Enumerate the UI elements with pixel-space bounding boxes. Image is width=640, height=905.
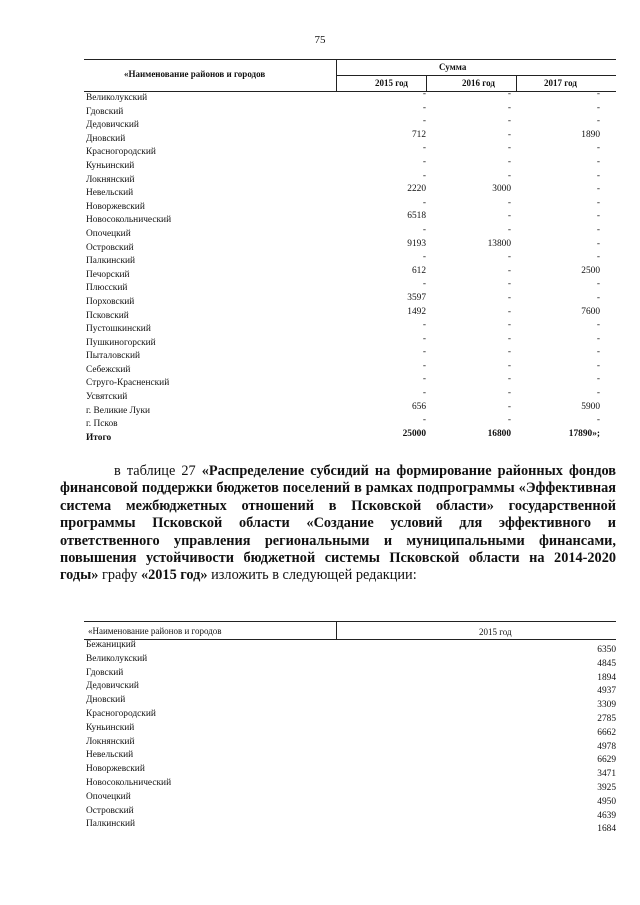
- table-row: [84, 320, 616, 337]
- table-row: [84, 347, 616, 364]
- table-row: [84, 415, 616, 432]
- table-row: [84, 764, 616, 778]
- table-row: [84, 374, 616, 391]
- district-name: Гдовский: [86, 667, 124, 678]
- table-row: [84, 654, 616, 668]
- district-name: Локнянский: [86, 736, 135, 747]
- table-row: [84, 806, 616, 820]
- value-2017: -: [596, 211, 600, 222]
- district-name: г. Великие Луки: [86, 405, 151, 416]
- subsidy-table-2: [84, 621, 616, 833]
- district-name: Пушкиногорский: [86, 337, 156, 348]
- value-2017: -: [596, 238, 600, 249]
- value-2016: -: [507, 279, 511, 290]
- table1-year-2016-header: 2016 год: [462, 78, 495, 88]
- value-2016: -: [507, 401, 511, 412]
- table-row: [84, 211, 616, 228]
- table-row: [84, 778, 616, 792]
- district-name: Плюсский: [86, 283, 128, 294]
- paragraph-middle: графу: [98, 567, 141, 584]
- table-row: [84, 224, 616, 242]
- district-name: Красногородский: [86, 147, 156, 158]
- subsidy-table-1: [84, 59, 616, 445]
- value-2016: -: [507, 252, 511, 263]
- table-row: [84, 89, 616, 106]
- value-2016: -: [507, 129, 511, 140]
- table1-year-2017-header: 2017 год: [544, 78, 577, 88]
- value-2017: -: [596, 252, 600, 263]
- table1-sum-header: Сумма: [439, 62, 467, 72]
- total-2016: 16800: [487, 428, 511, 439]
- district-name: Новосокольнический: [86, 777, 172, 788]
- value-2016: -: [507, 102, 511, 113]
- value-2015: -: [422, 360, 426, 371]
- value-2017: -: [596, 116, 600, 127]
- table2-header: [84, 621, 616, 640]
- value-2015: -: [422, 279, 426, 290]
- value-2017: -: [596, 415, 600, 426]
- value-2015: 1684: [597, 824, 616, 835]
- value-2017: -: [596, 224, 600, 235]
- value-2016: -: [507, 292, 511, 303]
- district-name: Красногородский: [86, 708, 156, 719]
- value-2017: -: [596, 388, 600, 399]
- district-name: Куньинский: [86, 722, 135, 733]
- value-2015: -: [422, 224, 426, 235]
- value-2015: 9193: [407, 238, 426, 249]
- value-2015: -: [422, 143, 426, 154]
- value-2015: 2220: [407, 184, 426, 195]
- district-name: Опочецкий: [86, 791, 131, 802]
- value-2017: -: [596, 156, 600, 167]
- value-2015: 3309: [597, 700, 616, 711]
- table-row: [84, 170, 616, 188]
- value-2016: -: [507, 347, 511, 358]
- value-2015: 656: [411, 401, 426, 412]
- value-2015: -: [422, 156, 426, 167]
- table-row: [84, 197, 616, 215]
- value-2016: -: [507, 170, 511, 181]
- table-row: [84, 129, 616, 147]
- table-row: [84, 360, 616, 378]
- value-2016: -: [507, 116, 511, 127]
- district-name: Пыталовский: [86, 351, 141, 362]
- district-name: г. Псков: [86, 419, 118, 430]
- value-2015: -: [422, 170, 426, 181]
- district-name: Пустошкинский: [86, 324, 151, 335]
- paragraph-tail: изложить в следующей редакции:: [207, 567, 417, 584]
- district-name: Печорский: [86, 269, 130, 280]
- page-number: 75: [314, 34, 326, 46]
- amendment-paragraph: [60, 463, 616, 585]
- value-2015: -: [422, 374, 426, 385]
- value-2016: 13800: [487, 238, 511, 249]
- value-2015: -: [422, 102, 426, 113]
- district-name: Островский: [86, 242, 134, 253]
- table1-body: [84, 89, 616, 445]
- district-name: Гдовский: [86, 106, 124, 117]
- value-2015: 4845: [597, 658, 616, 669]
- table1-header: [84, 59, 616, 92]
- table-row: [84, 723, 616, 737]
- district-name: Струго-Красненский: [86, 378, 170, 389]
- table-row: [84, 102, 616, 120]
- table-row: [84, 388, 616, 405]
- table-row: [84, 143, 616, 160]
- value-2016: -: [507, 388, 511, 399]
- district-name: Палкинский: [86, 256, 136, 267]
- total-row: [84, 428, 616, 446]
- value-2015: -: [422, 197, 426, 208]
- table-row: [84, 819, 616, 833]
- table-row: [84, 184, 616, 201]
- value-2015: 3925: [597, 782, 616, 793]
- district-name: Новоржевский: [86, 201, 145, 212]
- value-2015: 4937: [597, 686, 616, 697]
- table-row: [84, 709, 616, 723]
- value-2015: 6350: [597, 645, 616, 655]
- value-2016: -: [507, 333, 511, 344]
- table-row: [84, 292, 616, 310]
- table-row: [84, 116, 616, 133]
- table-row: [84, 737, 616, 751]
- table-row: [84, 401, 616, 419]
- value-2017: -: [596, 374, 600, 385]
- value-2017: -: [596, 320, 600, 331]
- total-2017: 17890»;: [568, 428, 600, 439]
- district-name: Дедовичский: [86, 120, 139, 131]
- table-row: [84, 640, 616, 654]
- value-2017: -: [596, 347, 600, 358]
- value-2017: 1890: [581, 129, 600, 140]
- table-row: [84, 681, 616, 695]
- value-2017: -: [596, 279, 600, 290]
- value-2016: -: [507, 374, 511, 385]
- district-name: Невельский: [86, 750, 134, 761]
- value-2016: 3000: [492, 184, 511, 195]
- district-name: Невельский: [86, 188, 134, 199]
- district-name: Дновский: [86, 695, 126, 706]
- value-2016: -: [507, 265, 511, 276]
- district-name: Дедовичский: [86, 681, 139, 692]
- value-2016: -: [507, 143, 511, 154]
- value-2016: -: [507, 360, 511, 371]
- table2-name-column-header: «Наименование районов и городов: [88, 626, 222, 636]
- total-2015: 25000: [402, 428, 426, 439]
- district-name: Великолукский: [86, 653, 148, 664]
- value-2017: 5900: [581, 401, 600, 412]
- district-name: Куньинский: [86, 160, 135, 171]
- value-2015: -: [422, 116, 426, 127]
- value-2017: -: [596, 197, 600, 208]
- table-row: [84, 306, 616, 324]
- district-name: Новоржевский: [86, 764, 145, 775]
- value-2015: 1492: [407, 306, 426, 317]
- table-row: [84, 333, 616, 351]
- value-2016: -: [507, 320, 511, 331]
- value-2016: -: [507, 89, 511, 99]
- value-2017: 7600: [581, 306, 600, 317]
- value-2015: 3597: [407, 292, 426, 303]
- value-2015: 4639: [597, 810, 616, 821]
- value-2017: -: [596, 292, 600, 303]
- value-2015: -: [422, 333, 426, 344]
- table-row: [84, 668, 616, 682]
- table-row: [84, 156, 616, 174]
- district-name: Палкинский: [86, 819, 136, 830]
- value-2017: -: [596, 170, 600, 181]
- value-2015: -: [422, 415, 426, 426]
- value-2015: -: [422, 252, 426, 263]
- district-name: Дновский: [86, 133, 126, 144]
- value-2017: -: [596, 89, 600, 99]
- value-2017: 2500: [581, 265, 600, 276]
- value-2016: -: [507, 197, 511, 208]
- value-2015: 4950: [597, 796, 616, 807]
- value-2015: -: [422, 320, 426, 331]
- value-2015: -: [422, 89, 426, 99]
- value-2017: -: [596, 102, 600, 113]
- value-2017: -: [596, 333, 600, 344]
- district-name: Опочецкий: [86, 228, 131, 239]
- value-2016: -: [507, 415, 511, 426]
- district-name: Псковский: [86, 310, 129, 321]
- value-2015: 1894: [597, 672, 616, 683]
- table-row: [84, 695, 616, 709]
- value-2015: -: [422, 388, 426, 399]
- value-2015: 712: [411, 129, 426, 140]
- district-name: Порховский: [86, 296, 135, 307]
- value-2015: -: [422, 347, 426, 358]
- table1-name-column-header: «Наименование районов и городов: [124, 69, 266, 79]
- table-row: [84, 750, 616, 764]
- district-name: Локнянский: [86, 174, 135, 185]
- table2-body: [84, 640, 616, 833]
- value-2015: 612: [411, 265, 426, 276]
- table2-year-header: 2015 год: [479, 627, 512, 637]
- table-row: [84, 279, 616, 296]
- table-row: [84, 238, 616, 256]
- district-name: Усвятский: [86, 392, 128, 403]
- district-name: Себежский: [86, 364, 131, 375]
- value-2016: -: [507, 211, 511, 222]
- paragraph-table-title: «Распределение субсидий на формирование районных фондов финансовой поддержки бюджетов поселений в рамках подпрограммы «Эффективная система межбюджетных отношений в Псковской области» государственной программы Псковской области «Создание условий для эффективного и ответственного управления региональными и муниципальными финансами, повышения устойчивости бюджетной системы Псковской области на 2014-2020 годы»: [60, 463, 616, 584]
- district-name: Великолукский: [86, 93, 148, 103]
- district-name: Новосокольнический: [86, 215, 172, 226]
- district-name: Бежаницкий: [86, 640, 136, 650]
- value-2015: 6662: [597, 727, 616, 738]
- value-2017: -: [596, 184, 600, 195]
- paragraph-column-name: «2015 год»: [140, 567, 208, 584]
- value-2015: 4978: [597, 741, 616, 752]
- table1-year-2015-header: 2015 год: [375, 78, 408, 88]
- district-name: Островский: [86, 805, 134, 816]
- value-2015: 3471: [597, 769, 616, 780]
- table-row: [84, 252, 616, 269]
- value-2016: -: [507, 224, 511, 235]
- value-2015: 6629: [597, 755, 616, 766]
- paragraph-lead: в таблице 27: [114, 463, 202, 479]
- value-2016: -: [507, 156, 511, 167]
- total-label: Итого: [86, 432, 112, 443]
- table-row: [84, 792, 616, 806]
- value-2017: -: [596, 143, 600, 154]
- value-2015: 2785: [597, 713, 616, 724]
- value-2017: -: [596, 360, 600, 371]
- table-row: [84, 265, 616, 283]
- value-2015: 6518: [407, 211, 426, 222]
- value-2016: -: [507, 306, 511, 317]
